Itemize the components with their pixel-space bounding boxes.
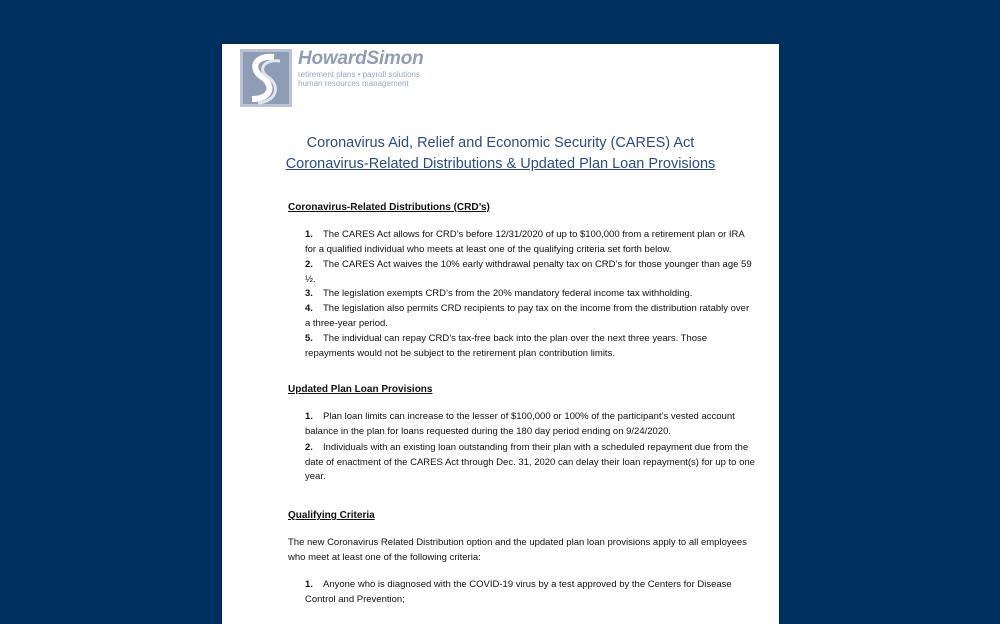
list-text: Individuals with an existing loan outstanding from their plan with a scheduled repayment due from the date of enactment of the CARES Act through Dec. 31, 2020 can delay their loan repayment(s) for up to one year.	[305, 442, 755, 483]
list-item	[305, 228, 755, 257]
loans-heading: Updated Plan Loan Provisions	[288, 384, 433, 395]
criteria-heading: Qualifying Criteria	[288, 510, 375, 521]
list-number: 5.	[305, 333, 313, 344]
list-text: The CARES Act allows for CRD’s before 12/31/2020 of up to $100,000 from a retirement plan or IRA for a qualified individual who meets at least one of the qualifying criteria set forth below.	[305, 229, 745, 255]
document-page	[222, 44, 779, 624]
list-text: The legislation also permits CRD recipients to pay tax on the income from the distribution ratably over a three-year period.	[305, 303, 750, 329]
list-item	[305, 441, 755, 485]
list-item	[305, 302, 755, 331]
list-number: 3.	[305, 288, 313, 299]
list-number: 2.	[305, 442, 313, 453]
list-item	[305, 287, 755, 302]
list-number: 1.	[305, 579, 313, 590]
list-text: Plan loan limits can increase to the lesser of $100,000 or 100% of the participant’s vested account balance in the plan for loans requested during the 180 day period ending on 9/24/2020.	[305, 411, 735, 437]
list-text: The legislation exempts CRD’s from the 20% mandatory federal income tax withholding.	[323, 288, 693, 299]
brand-block	[298, 48, 424, 88]
crd-heading: Coronavirus-Related Distributions (CRD’s)	[288, 202, 490, 213]
list-item	[305, 258, 755, 287]
brand-name: HowardSimon	[298, 48, 424, 69]
list-item	[305, 332, 755, 361]
list-number: 2.	[305, 259, 313, 270]
list-number: 1.	[305, 229, 313, 240]
document-title: Coronavirus Aid, Relief and Economic Security (CARES) Act	[306, 135, 695, 151]
document-subtitle: Coronavirus-Related Distributions & Updated Plan Loan Provisions	[285, 156, 716, 172]
howardsimon-logo	[240, 49, 292, 107]
list-item	[305, 410, 755, 439]
list-text: The CARES Act waives the 10% early withdrawal penalty tax on CRD’s for those younger than age 59 ½.	[305, 259, 752, 285]
brand-tagline-2: human resources management	[298, 79, 409, 88]
criteria-intro: The new Coronavirus Related Distribution option and the updated plan loan provisions apply to all employees who meet at least one of the following criteria:	[288, 537, 747, 563]
list-number: 4.	[305, 303, 313, 314]
list-number: 1.	[305, 411, 313, 422]
brand-tagline-1: retirement plans • payroll solutions	[298, 70, 420, 79]
list-text: The individual can repay CRD’s tax-free back into the plan over the next three years. Those repayments would not be subject to the retirement plan contribution limits.	[305, 333, 708, 359]
list-text: Anyone who is diagnosed with the COVID-19 virus by a test approved by the Centers for Disease Control and Prevention;	[305, 579, 732, 605]
